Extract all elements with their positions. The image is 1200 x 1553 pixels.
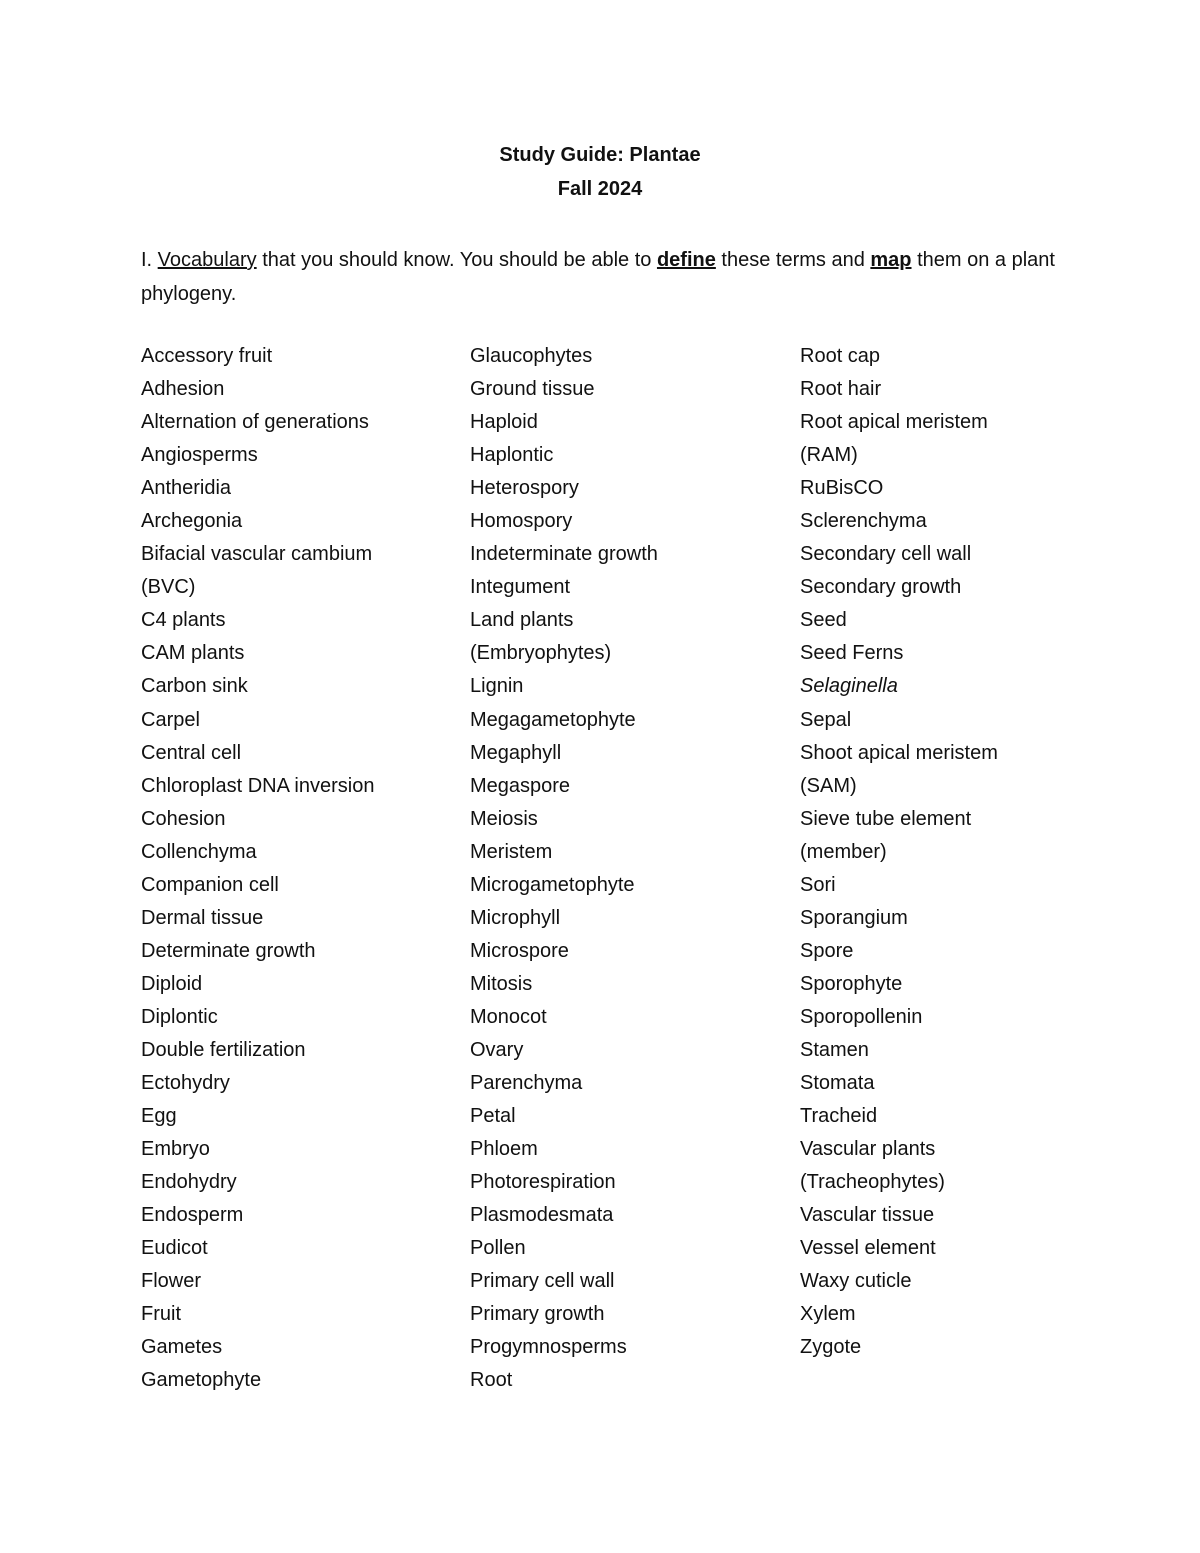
vocab-term: Selaginella [800, 675, 898, 698]
vocab-term: Meiosis [470, 807, 538, 830]
intro-map: map [870, 249, 912, 271]
vocab-column-3 [800, 340, 1120, 1364]
section-intro [141, 243, 1081, 311]
vocab-term: Integument [470, 576, 571, 599]
vocab-term: Seed [800, 609, 847, 632]
vocab-term: Sieve tube element [800, 807, 972, 830]
vocab-term: Megagametophyte [470, 708, 636, 731]
vocab-term: Heterospory [470, 477, 579, 500]
vocab-column-2 [470, 340, 790, 1398]
vocab-term: Pollen [470, 1237, 526, 1260]
vocab-term: Vessel element [800, 1237, 936, 1260]
vocab-term: Haplontic [470, 444, 554, 467]
intro-text-2: these terms and [715, 249, 871, 271]
vocab-term: Ectohydry [141, 1072, 230, 1095]
vocab-term: Primary growth [470, 1303, 605, 1326]
vocab-term: Root [470, 1369, 513, 1392]
vocab-term: Progymnosperms [470, 1336, 627, 1359]
intro-prefix: I. [141, 249, 158, 271]
vocab-term: Spore [800, 939, 854, 962]
vocab-term: Homospory [470, 510, 573, 533]
vocab-term: Primary cell wall [470, 1270, 615, 1293]
vocab-term: Petal [470, 1105, 516, 1128]
vocab-term: Meristem [470, 840, 553, 863]
vocab-term: (BVC) [141, 576, 196, 599]
vocab-term: Vascular tissue [800, 1204, 935, 1227]
vocab-term: Glaucophytes [470, 345, 593, 367]
vocab-term: Stamen [800, 1038, 869, 1061]
vocab-term: Chloroplast DNA inversion [141, 774, 375, 797]
vocab-term: Zygote [800, 1336, 862, 1359]
vocab-term: Angiosperms [141, 444, 258, 467]
vocab-term: Ground tissue [470, 378, 595, 401]
intro-text-1: that you should know. You should be able to [256, 249, 657, 271]
vocab-term: Seed Ferns [800, 642, 904, 665]
page-subtitle: Fall 2024 [557, 178, 643, 200]
vocab-term: Carbon sink [141, 675, 248, 698]
vocab-term: Microphyll [470, 906, 561, 929]
vocab-term: Microgametophyte [470, 873, 635, 896]
vocab-term: Sporophyte [800, 972, 903, 995]
vocab-term: Double fertilization [141, 1038, 306, 1061]
vocab-term: Diploid [141, 972, 203, 995]
vocab-term: Lignin [470, 675, 524, 698]
vocab-term: Stomata [800, 1072, 875, 1095]
vocab-term: Endohydry [141, 1171, 237, 1194]
vocab-term: Xylem [800, 1303, 856, 1326]
vocab-term: Waxy cuticle [800, 1270, 912, 1293]
vocab-term: (Embryophytes) [470, 642, 612, 665]
vocab-term: Sporopollenin [800, 1005, 923, 1028]
vocab-term: Archegonia [141, 510, 243, 533]
vocab-term: (Tracheophytes) [800, 1171, 945, 1194]
vocab-term: Bifacial vascular cambium [141, 543, 373, 566]
vocab-term: Land plants [470, 609, 574, 632]
vocab-term: Monocot [470, 1005, 547, 1028]
vocab-term: Secondary cell wall [800, 543, 972, 566]
vocab-term: Indeterminate growth [470, 543, 658, 566]
vocab-term: Megaspore [470, 774, 571, 797]
vocab-term: Haploid [470, 411, 538, 434]
vocab-term: Plasmodesmata [470, 1204, 614, 1227]
vocab-term: Flower [141, 1270, 202, 1293]
intro-text-3: them on a plant phylogeny. [141, 249, 1055, 305]
vocab-column-1 [141, 340, 461, 1398]
vocab-term: Alternation of generations [141, 411, 369, 434]
vocab-term: Microspore [470, 939, 569, 962]
vocab-term: Root hair [800, 378, 882, 401]
page-title: Study Guide: Plantae [499, 144, 701, 166]
vocab-term: (SAM) [800, 774, 857, 797]
vocab-term: Carpel [141, 708, 200, 731]
vocab-term: Phloem [470, 1138, 538, 1161]
vocab-term: Collenchyma [141, 840, 257, 863]
vocab-term: Accessory fruit [141, 345, 273, 367]
vocab-term: RuBisCO [800, 477, 884, 500]
vocab-term: Eudicot [141, 1237, 208, 1260]
vocab-term: Photorespiration [470, 1171, 616, 1194]
vocab-term: Fruit [141, 1303, 181, 1326]
vocab-term: Sporangium [800, 906, 908, 929]
vocab-term: Vascular plants [800, 1138, 936, 1161]
vocab-term: Antheridia [141, 477, 232, 500]
vocab-term: Ovary [470, 1038, 524, 1061]
vocab-term: Megaphyll [470, 741, 562, 764]
vocab-term: Secondary growth [800, 576, 962, 599]
vocab-term: Parenchyma [470, 1072, 583, 1095]
vocab-term: Adhesion [141, 378, 225, 401]
vocab-term: Dermal tissue [141, 906, 264, 929]
vocab-term: Embryo [141, 1138, 210, 1161]
intro-vocabulary: Vocabulary [157, 249, 257, 271]
vocab-term: Companion cell [141, 873, 279, 896]
vocab-term: Gametes [141, 1336, 223, 1359]
vocab-term: Central cell [141, 741, 242, 764]
vocab-term: Sori [800, 873, 836, 896]
vocab-term: (RAM) [800, 444, 858, 467]
vocab-term: Tracheid [800, 1105, 878, 1128]
vocab-term: CAM plants [141, 642, 245, 665]
vocab-term: Sclerenchyma [800, 510, 927, 533]
vocab-term: Diplontic [141, 1005, 218, 1028]
intro-define: define [656, 249, 716, 271]
vocab-term: Determinate growth [141, 939, 316, 962]
vocab-term: Root apical meristem [800, 411, 988, 434]
vocab-term: C4 plants [141, 609, 226, 632]
vocab-term: Shoot apical meristem [800, 741, 998, 764]
vocab-term: Root cap [800, 345, 881, 367]
vocab-term: Sepal [800, 708, 852, 731]
vocab-term: Mitosis [470, 972, 533, 995]
vocab-term: Gametophyte [141, 1369, 262, 1392]
vocab-term: Cohesion [141, 807, 226, 830]
vocab-term: (member) [800, 840, 887, 863]
vocab-term: Egg [141, 1105, 177, 1128]
vocab-term: Endosperm [141, 1204, 244, 1227]
